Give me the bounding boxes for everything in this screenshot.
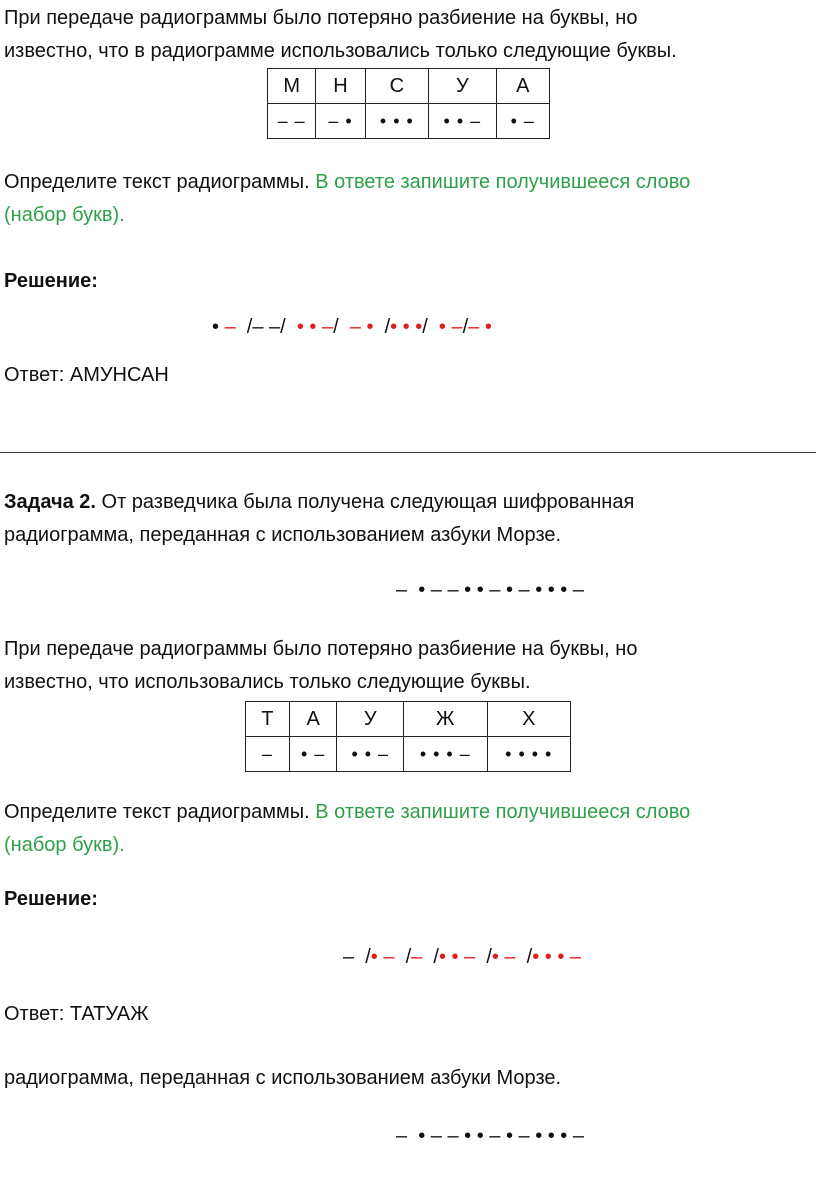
- morse-segment: • • • –: [532, 946, 582, 968]
- morse-segment: /: [462, 316, 469, 338]
- task2-code: – • – – • • – • – • • • –: [396, 579, 584, 601]
- morse-segment: • • •: [390, 316, 423, 338]
- table-cell: А: [289, 702, 337, 737]
- table-cell: Н: [316, 69, 365, 104]
- question-instruction: В ответе запишите получившееся слово: [315, 171, 691, 193]
- morse-segment: /: [394, 946, 412, 968]
- task2-intro-line1: При передаче радиограммы было потеряно разбиение на буквы, но: [4, 638, 638, 660]
- question-instruction-cont: (набор букв).: [4, 834, 125, 856]
- task1-morse-table: [267, 68, 550, 139]
- table-cell: • • • –: [404, 737, 487, 772]
- table-cell: – –: [268, 104, 316, 139]
- task2-answer: Ответ: ТАТУАЖ: [4, 1003, 149, 1025]
- section-divider: [0, 452, 816, 453]
- task2-intro: [4, 633, 804, 699]
- morse-segment: – /: [343, 946, 371, 968]
- task1-solution-sequence: [212, 316, 492, 339]
- morse-segment: – •: [468, 316, 492, 338]
- table-cell: М: [268, 69, 316, 104]
- footer-line: радиограмма, переданная с использованием азбуки Морзе.: [4, 1067, 562, 1089]
- table-cell: С: [365, 69, 428, 104]
- morse-segment: /: [475, 946, 492, 968]
- morse-segment: • • –: [438, 946, 476, 968]
- question-instruction: В ответе запишите получившееся слово: [315, 801, 691, 823]
- table-cell: – •: [316, 104, 365, 139]
- table-cell: • • –: [337, 737, 404, 772]
- morse-segment: /: [422, 316, 439, 338]
- table-cell: • –: [496, 104, 549, 139]
- task2-intro-line2: известно, что использовались только следующие буквы.: [4, 671, 531, 693]
- morse-segment: • –: [370, 946, 395, 968]
- table-cell: Т: [246, 702, 290, 737]
- morse-segment: /: [515, 946, 533, 968]
- morse-segment: – •: [349, 316, 374, 338]
- task1-intro-line2: известно, что в радиограмме использовались только следующие буквы.: [4, 40, 677, 62]
- task2-question: [4, 796, 804, 862]
- question-text: Определите текст радиограммы.: [4, 171, 316, 193]
- morse-segment: •: [212, 316, 225, 338]
- table-cell: • • –: [429, 104, 496, 139]
- morse-segment: –: [224, 316, 236, 338]
- task1-solution-label: Решение:: [4, 270, 98, 292]
- task2-solution-label: Решение:: [4, 888, 98, 910]
- table-cell: Ж: [404, 702, 487, 737]
- morse-segment: /: [333, 316, 350, 338]
- task1-question: [4, 166, 804, 232]
- table-cell: А: [496, 69, 549, 104]
- morse-segment: /: [373, 316, 391, 338]
- task1-intro-line1: При передаче радиограммы было потеряно разбиение на буквы, но: [4, 7, 638, 29]
- task2-title-rest: От разведчика была получена следующая шифрованная: [95, 491, 635, 513]
- table-cell: • –: [289, 737, 337, 772]
- morse-segment: /– –/: [235, 316, 297, 338]
- table-cell: • • • •: [487, 737, 570, 772]
- task2-statement: [4, 486, 804, 552]
- morse-segment: • • –: [296, 316, 334, 338]
- table-cell: –: [246, 737, 290, 772]
- question-instruction-cont: (набор букв).: [4, 204, 125, 226]
- task2-title: Задача 2.: [4, 491, 96, 513]
- task1-answer: Ответ: АМУНСАН: [4, 364, 169, 386]
- morse-segment: • –: [438, 316, 463, 338]
- task2-solution-sequence: [343, 946, 581, 969]
- morse-segment: –: [411, 946, 423, 968]
- table-cell: Х: [487, 702, 570, 737]
- table-cell: • • •: [365, 104, 428, 139]
- morse-segment: • –: [491, 946, 516, 968]
- question-text: Определите текст радиограммы.: [4, 801, 316, 823]
- task1-intro: [4, 2, 804, 68]
- task2-title-line2: радиограмма, переданная с использованием азбуки Морзе.: [4, 524, 562, 546]
- table-cell: У: [337, 702, 404, 737]
- morse-segment: /: [422, 946, 439, 968]
- table-cell: У: [429, 69, 496, 104]
- footer-code: – • – – • • – • – • • • –: [396, 1125, 584, 1147]
- task2-morse-table: [245, 701, 571, 772]
